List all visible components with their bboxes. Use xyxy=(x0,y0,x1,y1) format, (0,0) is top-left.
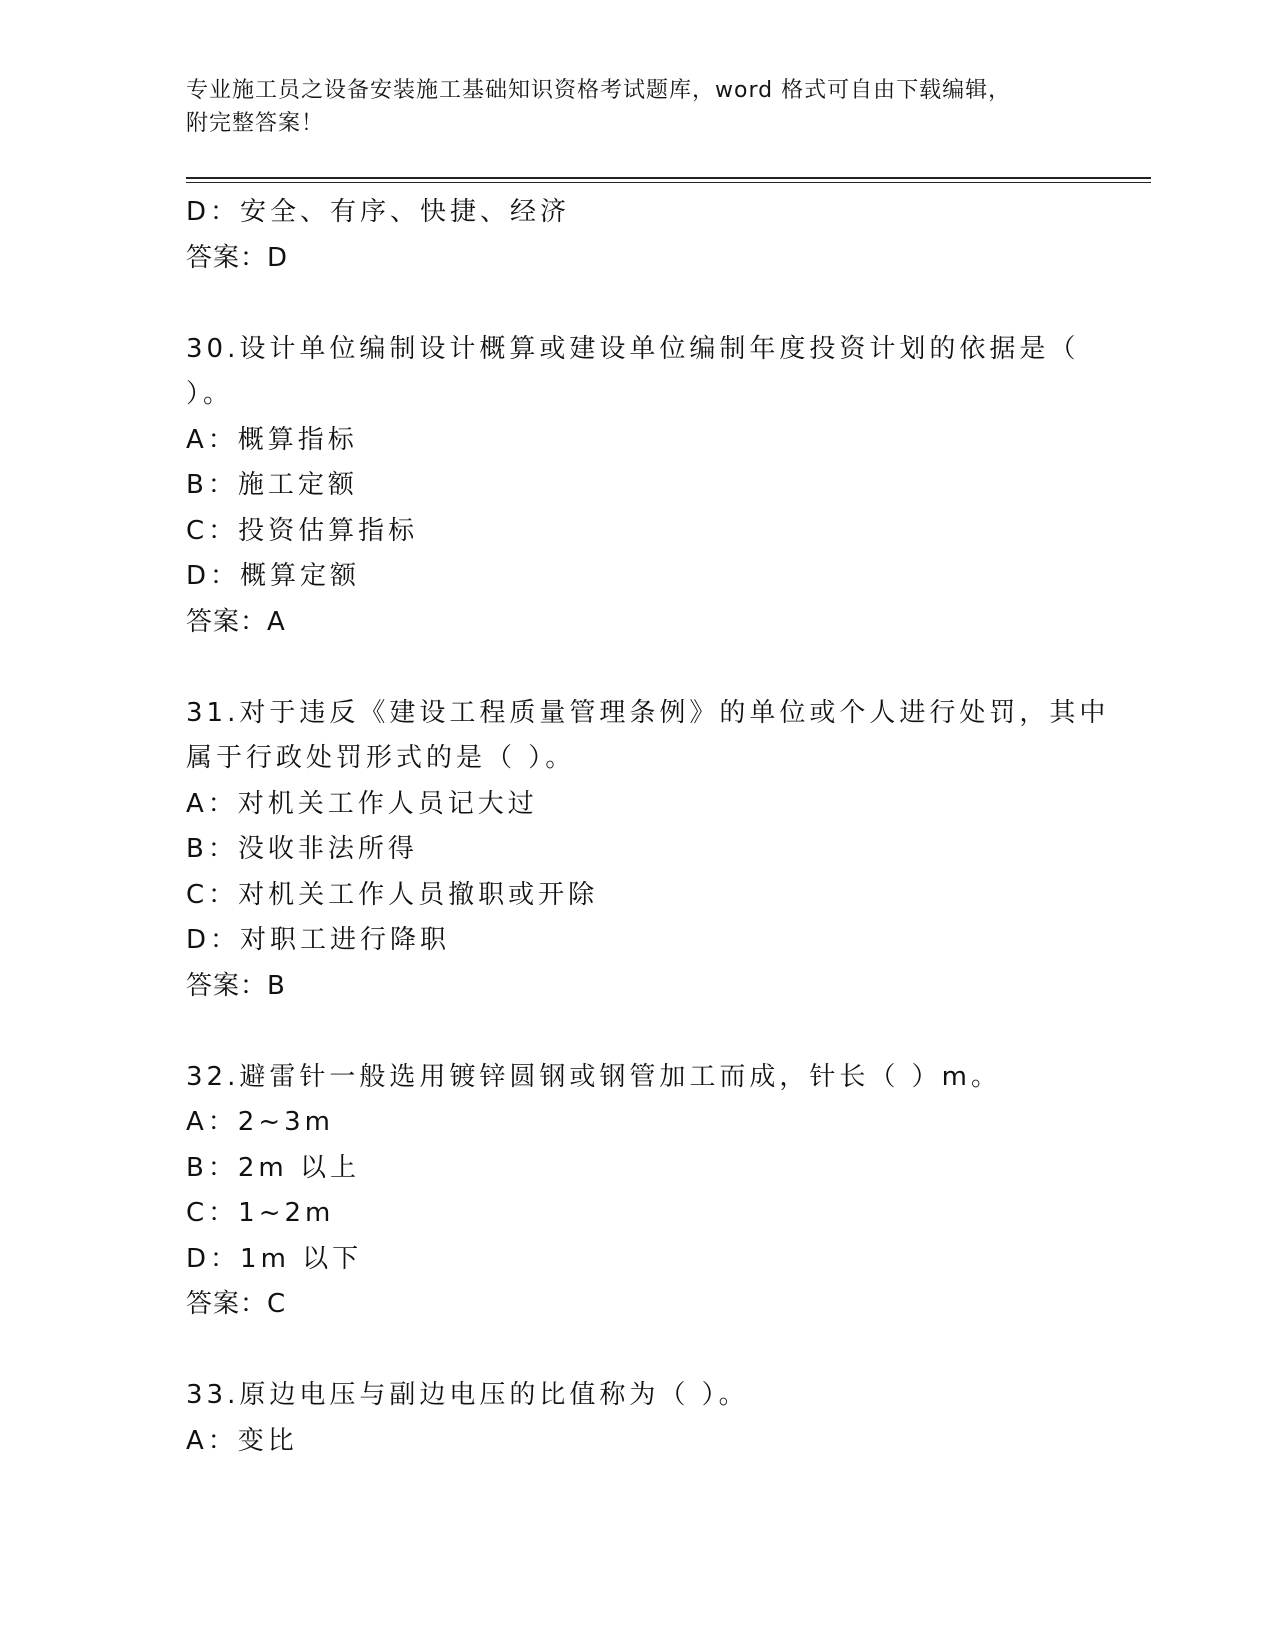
spacer xyxy=(186,281,1086,327)
answer-line: 答案：A xyxy=(186,606,286,637)
question-stem-line-1: 32.避雷针一般选用镀锌圆钢或钢管加工而成，针长（ ）m。 xyxy=(186,1061,1001,1092)
question-30 xyxy=(186,327,1086,646)
header-divider-thin xyxy=(186,182,1151,183)
option-c: C：对机关工作人员撤职或开除 xyxy=(186,879,599,910)
option-d: D：对职工进行降职 xyxy=(186,925,451,955)
question-33 xyxy=(186,1373,1086,1464)
option-b: B：施工定额 xyxy=(186,470,358,500)
option-c: C：投资估算指标 xyxy=(186,515,419,546)
header-line-1: 专业施工员之设备安装施工基础知识资格考试题库，word 格式可自由下载编辑， xyxy=(186,78,1012,103)
option-a: A：2~3m xyxy=(186,1107,334,1137)
option-b: B：2m 以上 xyxy=(186,1152,360,1183)
answer-line: 答案：B xyxy=(186,970,286,1001)
option-a: A：概算指标 xyxy=(186,424,358,455)
option-b: B：没收非法所得 xyxy=(186,834,418,864)
header-divider-thick xyxy=(186,177,1151,179)
option-a: A：变比 xyxy=(186,1425,298,1456)
answer-line: 答案：D xyxy=(186,242,289,273)
question-stem-line-1: 30.设计单位编制设计概算或建设单位编制年度投资计划的依据是（ xyxy=(186,333,1080,364)
option-d: D：1m 以下 xyxy=(186,1243,363,1274)
question-stem-line-2: 属于行政处罚形式的是（ ）。 xyxy=(186,743,576,773)
question-list xyxy=(186,190,1110,1464)
document-header xyxy=(186,74,1066,140)
continued-question xyxy=(186,190,1086,281)
question-stem-line-1: 33.原边电压与副边电压的比值称为（ ）。 xyxy=(186,1380,749,1410)
option-d: D：安全、有序、快捷、经济 xyxy=(186,197,571,227)
spacer xyxy=(186,1328,1086,1374)
option-d: D：概算定额 xyxy=(186,561,361,591)
answer-line: 答案：C xyxy=(186,1289,287,1319)
question-31 xyxy=(186,691,1110,1010)
header-line-2: 附完整答案！ xyxy=(186,111,325,136)
question-stem-line-2: ）。 xyxy=(186,379,234,409)
option-c: C：1~2m xyxy=(186,1198,335,1228)
spacer xyxy=(186,1009,1086,1055)
option-a: A：对机关工作人员记大过 xyxy=(186,788,538,819)
question-stem-line-1: 31.对于违反《建设工程质量管理条例》的单位或个人进行处罚，其中 xyxy=(186,697,1110,728)
spacer xyxy=(186,645,1086,691)
question-32 xyxy=(186,1055,1086,1328)
